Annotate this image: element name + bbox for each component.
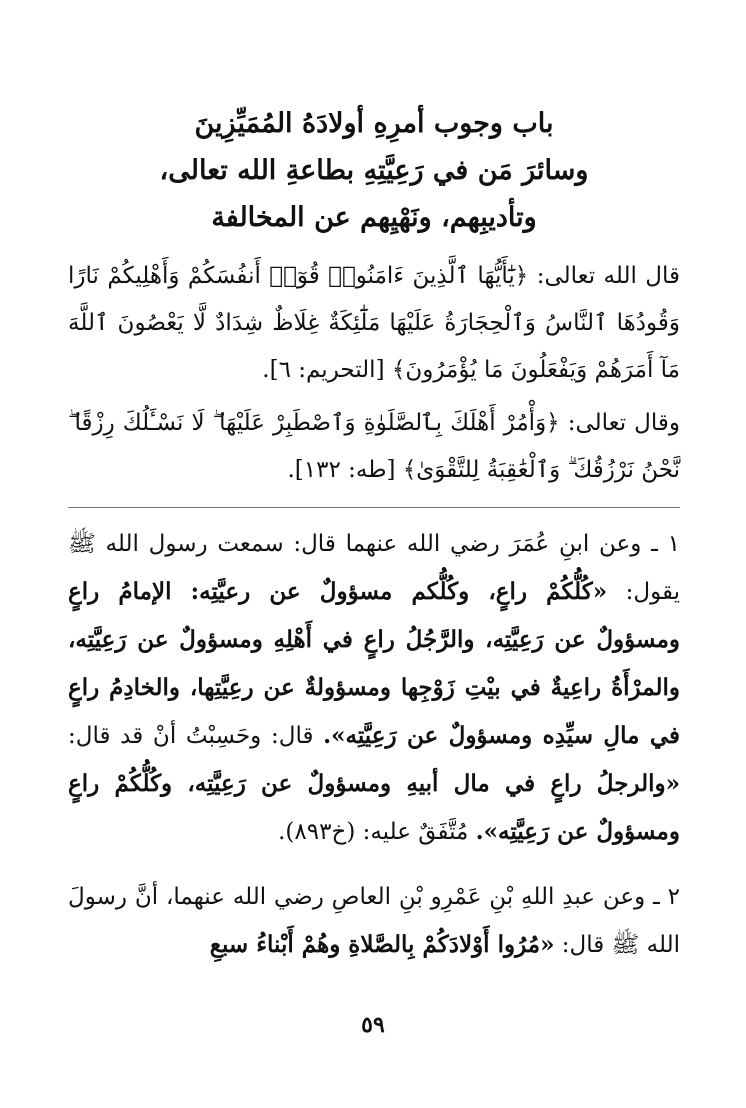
verse-2-intro: وقال تعالى: xyxy=(559,410,680,436)
verse-paragraph-1 xyxy=(68,253,680,394)
page-number: ٥٩ xyxy=(361,1012,385,1038)
section-divider xyxy=(68,507,680,508)
hadith-2-text: «مُرُوا أَوْلادَكُمْ بِالصَّلاةِ وهُمْ أَبْناءُ سبعِ xyxy=(209,931,555,958)
chapter-title xyxy=(68,100,680,241)
hadith-1-mid: قال: وحَسِبْتُ أنْ قد قال: xyxy=(68,723,324,749)
hadith-1-text: «كُلُّكُمْ راعٍ، وكُلُّكم مسؤولٌ عن رعيَّتِه: الإمامُ راعٍ ومسؤولٌ عن رَعِيَّتِه، والرَّجُلُ راعٍ في أَهْلِهِ ومسؤولٌ عن رَعِيَّتِه، والمرْأَةُ راعِيةٌ في بيْتِ زَوْجِها ومسؤولةٌ عن رعِيَّتِها، والخادِمُ راعٍ في مالِ سيِّدِه ومسؤولٌ عن رَعِيَّتِه». xyxy=(68,578,680,749)
hadith-1-text-2: «والرجلُ راعٍ في مال أبيهِ ومسؤولٌ عن رَعِيَّتِه، وكُلُّكُمْ راعٍ ومسؤولٌ عن رَعِيَّتِه». xyxy=(68,770,680,845)
verse-1-text: ﴿يَٰٓأَيُّهَا ٱلَّذِينَ ءَامَنُوا۟ قُوٓا۟ أَنفُسَكُمْ وَأَهْلِيكُمْ نَارًا وَقُودُهَا ٱلنَّاسُ وَٱلْحِجَارَةُ عَلَيْهَا مَلَٰٓئِكَةٌ غِلَاظٌ شِدَادٌ لَّا يَعْصُونَ ٱللَّهَ مَآ أَمَرَهُمْ وَيَفْعَلُونَ مَا يُؤْمَرُونَ﴾ xyxy=(68,263,680,383)
hadith-paragraph-1 xyxy=(68,521,680,856)
verse-paragraph-2 xyxy=(68,400,680,494)
hadith-paragraph-2 xyxy=(68,874,680,969)
chapter-title-line-1: باب وجوب أمرِهِ أولادَهُ المُمَيِّزِينَ xyxy=(194,108,554,139)
verse-2-text: ﴿وَأْمُرْ أَهْلَكَ بِٱلصَّلَوٰةِ وَٱصْطَبِرْ عَلَيْهَا ۖ لَا نَسْـَٔلُكَ رِزْقًا ۖ نَّحْنُ نَرْزُقُكَ ۗ وَٱلْعَٰقِبَةُ لِلتَّقْوَىٰ﴾ xyxy=(68,410,680,483)
verse-1-intro: قال الله تعالى: xyxy=(528,263,681,289)
hadith-1-outro: مُتَّفَقٌ عليه: (خ٨٩٣). xyxy=(278,819,476,845)
chapter-title-line-3: وتأديبِهم، ونَهْيِهم عن المخالفة xyxy=(211,202,537,233)
verse-1-reference: [التحريم: ٦]. xyxy=(262,357,392,383)
chapter-title-line-2: وسائرَ مَن في رَعِيَّتِهِ بطاعةِ الله تعالى، xyxy=(159,155,589,186)
hadith-1-intro: ١ ـ وعن ابنِ عُمَرَ رضي الله عنهما قال: سمعت رسول الله ﷺ يقول: xyxy=(68,531,680,605)
page-body xyxy=(68,100,680,969)
paragraph-gap xyxy=(68,856,680,874)
hadith-2-intro: ٢ ـ وعن عبدِ اللهِ بْنِ عَمْرِو بْنِ العاصِ رضي الله عنهما، أنَّ رسولَ الله ﷺ قال: xyxy=(68,884,680,958)
verse-2-reference: [طه: ١٣٢]. xyxy=(287,457,403,483)
